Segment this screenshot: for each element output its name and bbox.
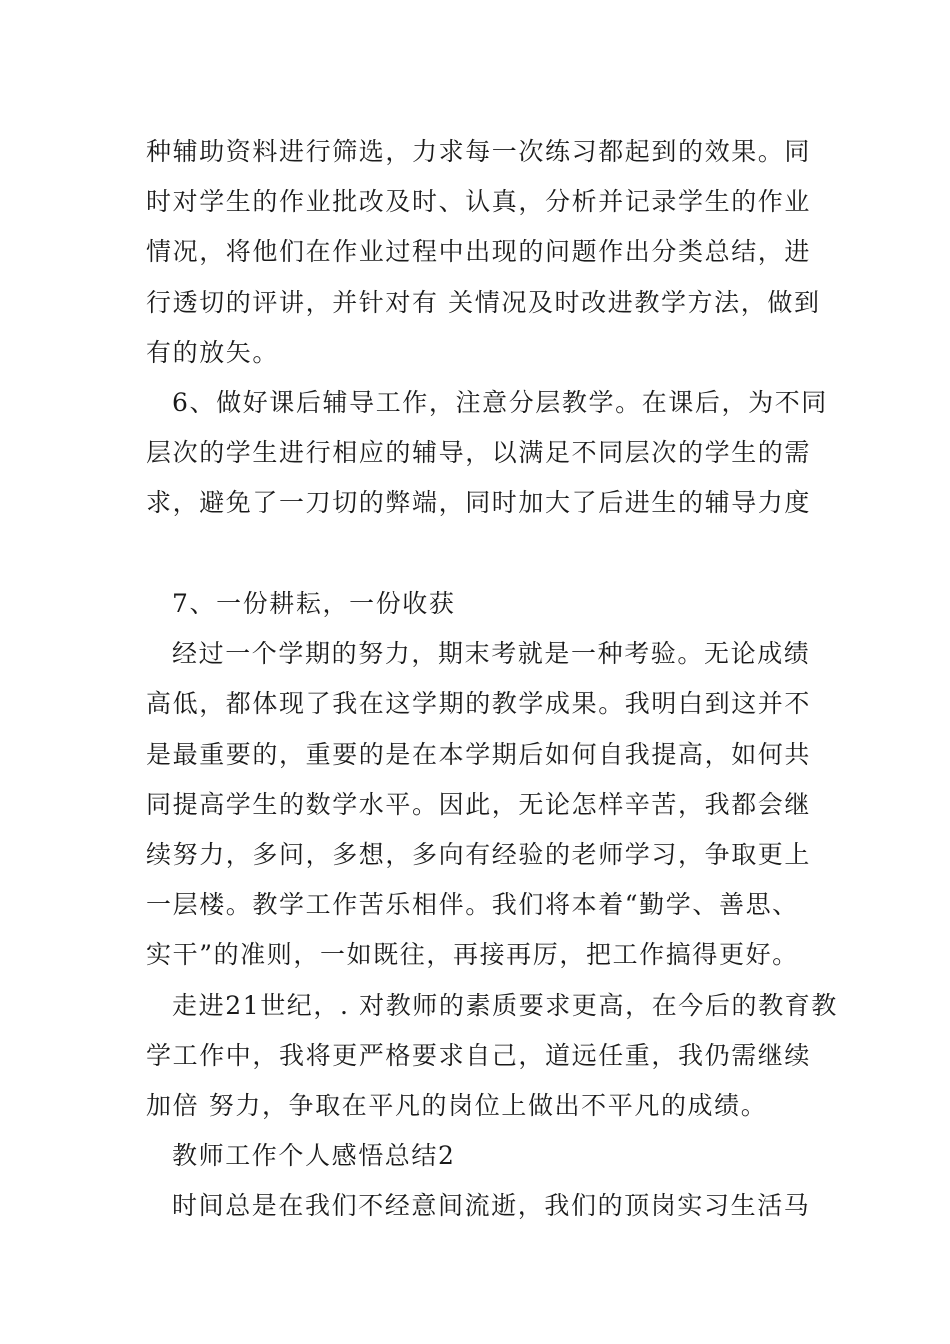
text-line: 加倍 努力，争取在平凡的岗位上做出不平凡的成绩。	[146, 1091, 768, 1120]
text-line: 学工作中，我将更严格要求自己，道远任重，我仍需继续	[146, 1041, 812, 1070]
text-line: 求，避免了一刀切的弊端，同时加大了后进生的辅导力度	[146, 488, 812, 517]
text-line: 同提高学生的数学水平。因此，无论怎样辛苦，我都会继	[146, 790, 812, 819]
paragraph-start-line: 走进21世纪，. 对教师的素质要求更高，在今后的教育教	[172, 991, 838, 1020]
section-heading: 教师工作个人感悟总结2	[172, 1141, 456, 1170]
text-line: 情况，将他们在作业过程中出现的问题作出分类总结，进	[146, 237, 812, 266]
text-line: 有的放矢。	[146, 338, 280, 367]
section-heading: 7、一份耕耘，一份收获	[172, 589, 456, 618]
text-line: 层次的学生进行相应的辅导，以满足不同层次的学生的需	[146, 438, 812, 467]
paragraph-start-line: 时间总是在我们不经意间流逝，我们的顶岗实习生活马	[172, 1191, 811, 1220]
text-line: 一层楼。教学工作苦乐相伴。我们将本着“勤学、善思、	[146, 890, 799, 919]
text-line: 时对学生的作业批改及时、认真，分析并记录学生的作业	[146, 187, 812, 216]
text-line: 种辅助资料进行筛选，力求每一次练习都起到的效果。同	[146, 137, 812, 166]
text-line: 高低，都体现了我在这学期的教学成果。我明白到这并不	[146, 689, 812, 718]
text-line: 续努力，多问，多想，多向有经验的老师学习，争取更上	[146, 840, 812, 869]
text-line: 是最重要的，重要的是在本学期后如何自我提高，如何共	[146, 740, 812, 769]
paragraph-start-line: 经过一个学期的努力，期末考就是一种考验。无论成绩	[172, 639, 811, 668]
text-line: 实干”的准则，一如既往，再接再厉，把工作搞得更好。	[146, 940, 799, 969]
paragraph-start-line: 6、做好课后辅导工作，注意分层教学。在课后，为不同	[172, 388, 828, 417]
text-line: 行透切的评讲，并针对有 关情况及时改进教学方法，做到	[146, 288, 821, 317]
